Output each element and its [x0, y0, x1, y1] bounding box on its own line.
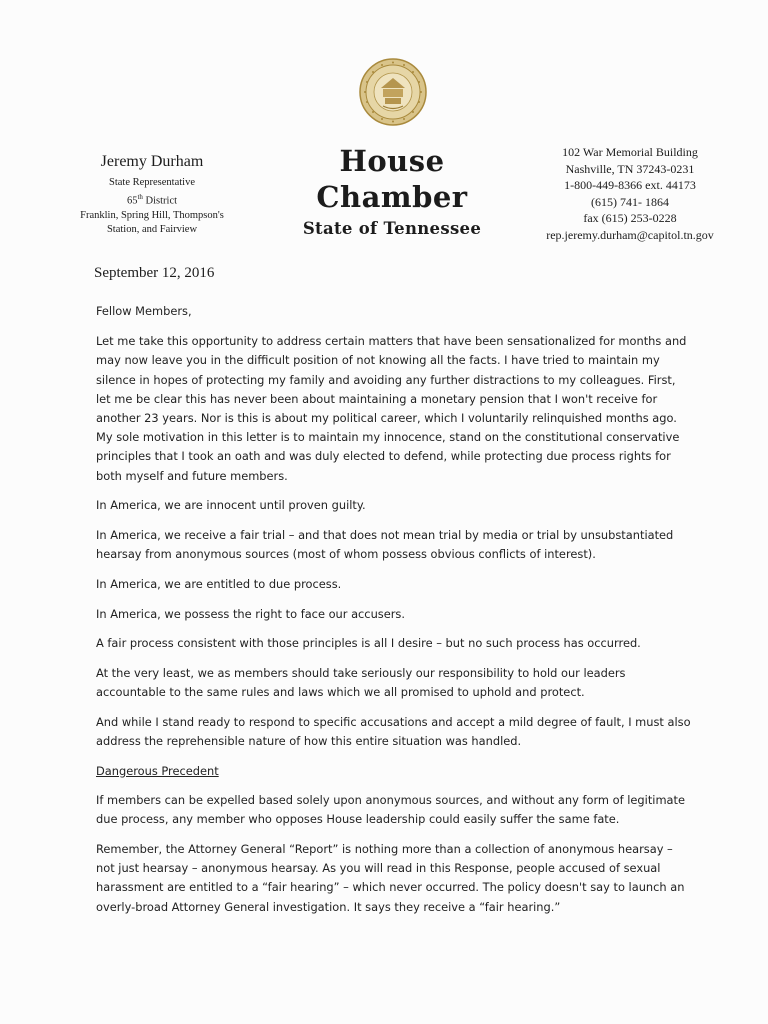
chamber-title: House Chamber — [316, 144, 468, 214]
letter-body — [96, 302, 692, 927]
district-number: 65 — [126, 195, 138, 207]
representative-info — [52, 153, 252, 237]
letter-date: September 12, 2016 — [94, 265, 215, 281]
paragraph: In America, we possess the right to face our accusers. — [96, 606, 405, 621]
paragraph: Remember, the Attorney General “Report” is nothing more than a collection of anonymous hearsay – not just hearsay – anonymous hearsay. As you will read in this Response, people accused of sexual harassment are entitled to a “fair hearing” – which never occurred. The policy doesn't say to launch an overly-broad Attorney General investigation. It says they receive a “fair hearing.” — [96, 841, 685, 914]
representative-area-line2: Station, and Fairview — [106, 223, 198, 235]
paragraph: In America, we are entitled to due process. — [96, 576, 342, 591]
representative-name: Jeremy Durham — [100, 153, 204, 170]
phone-tollfree: 1-800-449-8366 ext. 44173 — [564, 178, 696, 192]
district-word: District — [145, 195, 178, 207]
section-heading: Dangerous Precedent — [96, 763, 219, 778]
salutation: Fellow Members, — [96, 304, 192, 318]
paragraph: And while I stand ready to respond to specific accusations and accept a mild degree of fault, I must also address the reprehensible nature of how this entire situation was handled. — [96, 714, 691, 749]
paragraph: At the very least, we as members should take seriously our responsibility to hold our leaders accountable to the same rules and laws which we all promised to uphold and protect. — [96, 666, 626, 700]
representative-area-line1: Franklin, Spring Hill, Thompson's — [80, 209, 224, 221]
address-line2: Nashville, TN 37243-0231 — [565, 161, 695, 176]
email-address: rep.jeremy.durham@capitol.tn.gov — [546, 227, 714, 242]
phone-number: (615) 741- 1864 — [591, 194, 669, 209]
paragraph: In America, we receive a fair trial – and that does not mean trial by media or trial by unsubstantiated hearsay from anonymous sources (most of whom possess obvious conflicts of interest). — [96, 528, 674, 562]
fax-number: fax (615) 253-0228 — [583, 211, 677, 225]
paragraph: In America, we are innocent until proven guilty. — [96, 498, 366, 513]
chamber-subtitle: State of Tennessee — [302, 219, 482, 238]
state-seal-icon — [359, 58, 427, 126]
letterhead-title-block — [262, 143, 522, 238]
address-line1: 102 War Memorial Building — [562, 145, 698, 159]
paragraph: A fair process consistent with those principles is all I desire – but no such process has occurred. — [96, 636, 641, 651]
office-address — [520, 144, 740, 243]
paragraph: Let me take this opportunity to address certain matters that have been sensationalized for months and may now leave you in the difficult position of not knowing all the facts. I have tried to maintain my silence in hopes of protecting my family and avoiding any further distractions to my colleagues. First, let me be clear this has never been about maintaining a monetary pension that I won't receive for another 23 years. Nor is this is about my political career, which I voluntarily relinquished months ago. My sole motivation in this letter is to maintain my innocence, stand on the constitutional conservative principles that I took an oath and was duly elected to defend, while protecting due process rights for both myself and future members. — [96, 334, 687, 483]
paragraph: If members can be expelled based solely upon anonymous sources, and without any form of legitimate due process, any member who opposes House leadership could easily suffer the same fate. — [96, 793, 685, 827]
district-suffix: th — [137, 193, 143, 201]
representative-district — [52, 190, 252, 209]
representative-title: State Representative — [108, 177, 195, 188]
